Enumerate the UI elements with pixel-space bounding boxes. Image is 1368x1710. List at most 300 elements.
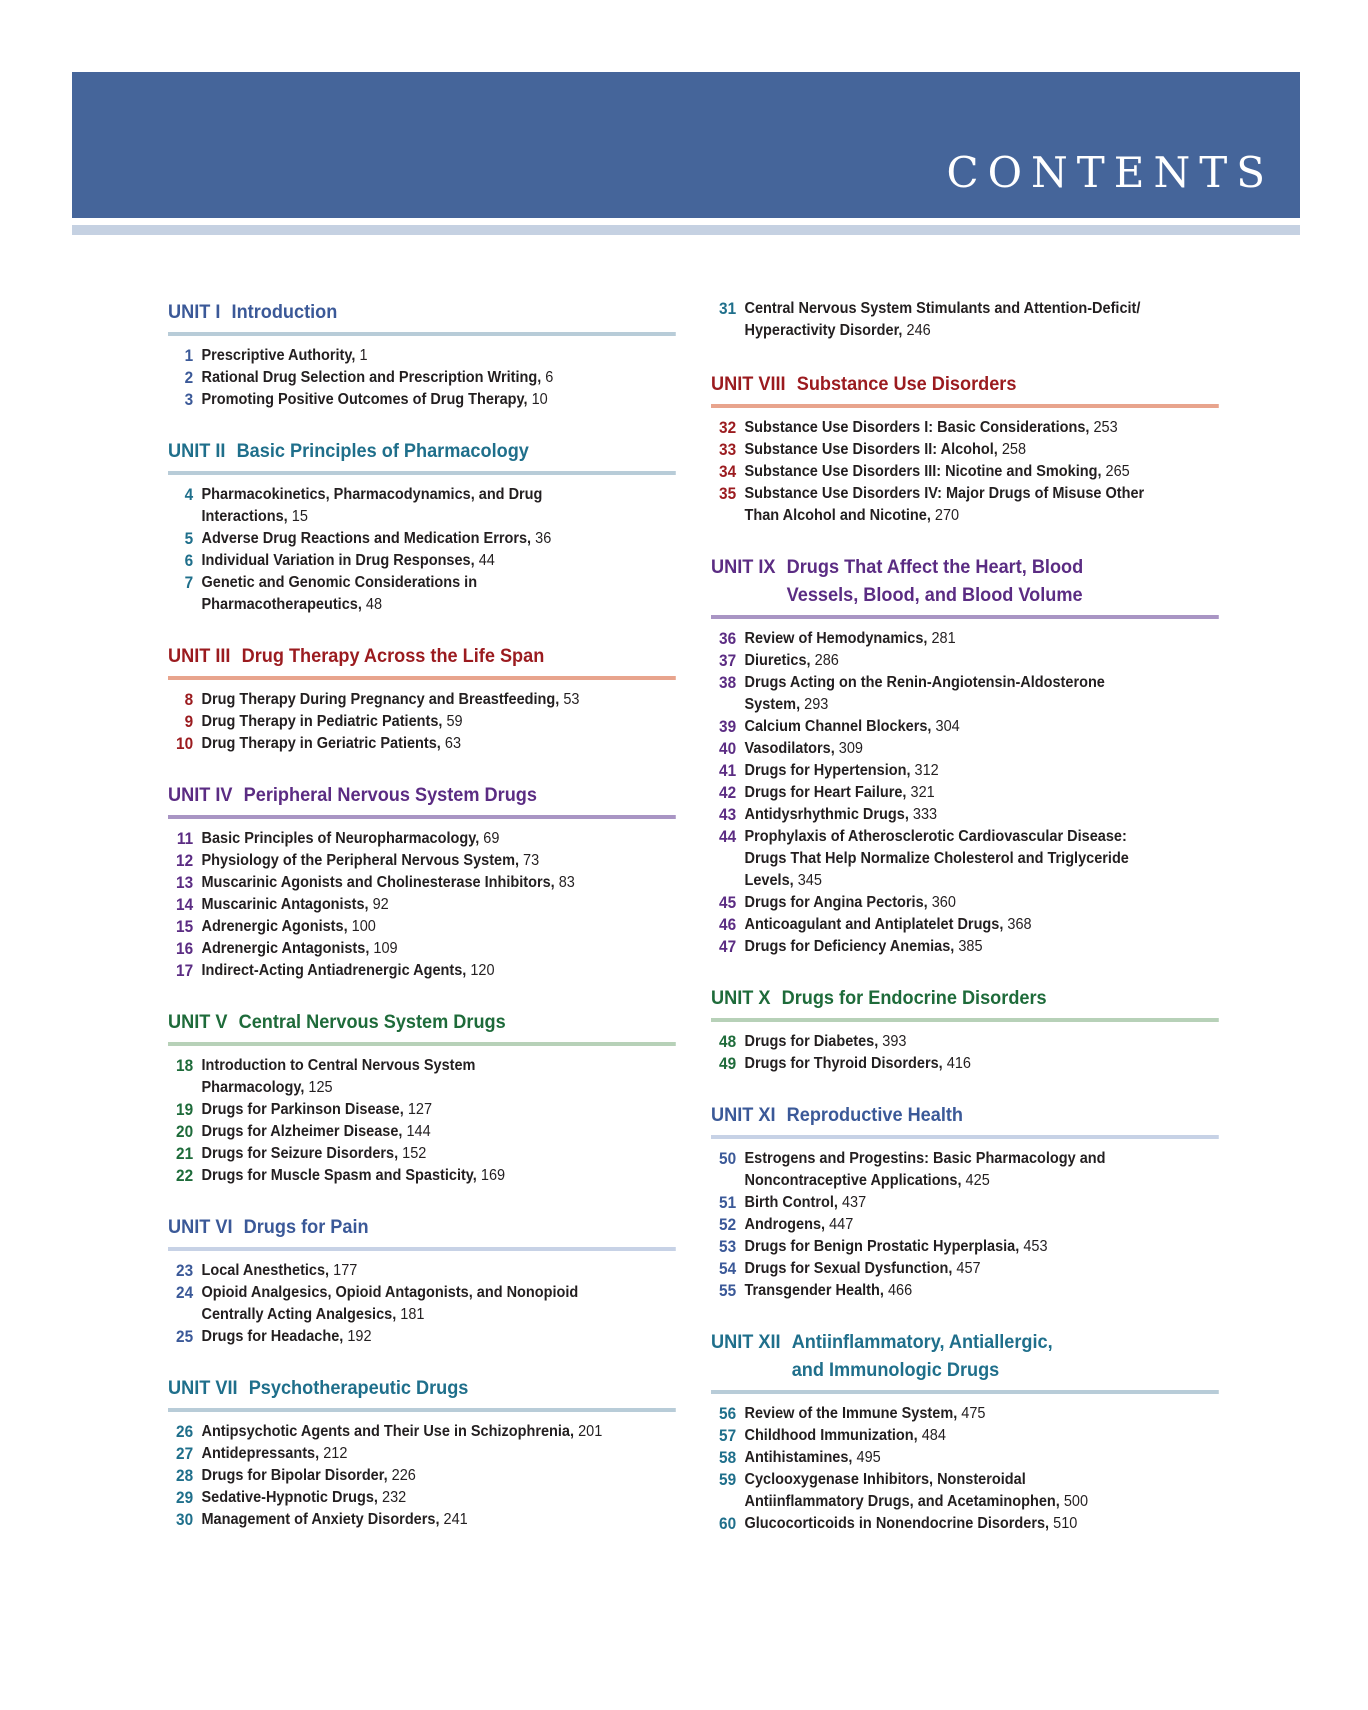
chapter-entry[interactable] [711,1192,1219,1214]
chapter-page: 457 [956,1260,981,1277]
chapter-title: Sedative-Hypnotic Drugs, [201,1489,378,1506]
chapter-title: Indirect-Acting Antiadrenergic Agents, [201,962,467,979]
chapter-number: 12 [176,852,194,870]
chapter-entry[interactable] [711,1053,1219,1075]
chapter-number: 59 [719,1471,737,1489]
chapter-entry[interactable] [168,1443,676,1465]
chapter-number: 15 [176,918,194,936]
chapter-title: Drugs for Muscle Spasm and Spasticity, [201,1167,477,1184]
chapter-text [744,782,1218,804]
chapter-page: 15 [291,508,308,525]
chapter-text [744,461,1218,483]
chapter-entry[interactable] [168,894,676,916]
chapter-entry[interactable] [711,461,1219,483]
unit-name: Central Nervous System Drugs [238,1011,506,1033]
unit-heading [168,642,676,680]
page-title: CONTENTS [946,148,1274,197]
chapter-number: 31 [719,300,737,318]
chapter-entry[interactable] [168,1121,676,1143]
chapter-title: Adverse Drug Reactions and Medication Errors, [201,530,532,547]
chapter-text [744,1425,1218,1447]
toc-column-right [711,298,1219,1561]
chapter-title: Introduction to Central Nervous System Pharmacology, [201,1057,476,1096]
chapter-title: Opioid Analgesics, Opioid Antagonists, and Nonopioid Centrally Acting Analgesics, [201,1284,579,1323]
chapter-page: 83 [558,874,575,891]
chapter-entry[interactable] [711,1403,1219,1425]
chapter-entry[interactable] [711,760,1219,782]
unit-name: Drug Therapy Across the Life Span [241,645,545,667]
chapter-entry[interactable] [168,1421,676,1443]
chapter-text [201,1487,675,1509]
chapter-entry[interactable] [711,1214,1219,1236]
chapter-entry[interactable] [168,1055,676,1099]
chapter-page: 360 [931,894,956,911]
chapter-text [744,1053,1218,1075]
unit-section-unit-viii [711,370,1219,527]
chapter-title: Central Nervous System Stimulants and Attention-Deficit/ Hyperactivity Disorder, [744,300,1141,339]
chapter-entry[interactable] [711,1031,1219,1053]
chapter-page: 253 [1093,419,1118,436]
chapter-entry[interactable] [168,733,676,755]
unit-label: UNIT III [168,645,231,667]
chapter-page: 281 [931,630,956,647]
unit-section-unit-v [168,1008,676,1187]
chapter-page: 63 [444,735,462,752]
chapter-page: 201 [578,1423,603,1440]
chapter-title: Anticoagulant and Antiplatelet Drugs, [744,916,1004,933]
unit-heading [168,298,676,336]
chapter-entry[interactable] [711,1447,1219,1469]
chapter-title: Substance Use Disorders I: Basic Considerations, [744,419,1090,436]
chapter-page: 416 [946,1055,971,1072]
chapter-list [168,1260,676,1348]
unit-heading [168,781,676,819]
chapter-page: 293 [804,696,829,713]
toc-column-left [168,298,676,1557]
chapter-title: Rational Drug Selection and Prescription Writing, [201,369,542,386]
chapter-number: 26 [176,1423,194,1441]
chapter-page: 73 [523,852,540,869]
chapter-text [744,672,1218,716]
chapter-text [744,628,1218,650]
chapter-title: Antidepressants, [201,1445,320,1462]
unit-label: UNIT X [711,987,771,1009]
chapter-entry[interactable] [168,1260,676,1282]
chapter-entry[interactable] [168,1465,676,1487]
chapter-text [201,960,675,982]
chapter-number: 34 [719,463,737,481]
unit-heading [711,984,1219,1022]
chapter-number: 11 [176,830,194,848]
chapter-number: 45 [719,894,737,912]
chapter-entry[interactable] [168,960,676,982]
chapter-page: 286 [814,652,839,669]
chapter-text [201,528,675,550]
chapter-entry[interactable] [711,716,1219,738]
chapter-page: 48 [365,596,383,613]
unit-section-unit-iv [168,781,676,982]
chapter-number: 29 [176,1489,194,1507]
chapter-list [168,484,676,616]
chapter-text [744,1258,1218,1280]
chapter-title: Prophylaxis of Atherosclerotic Cardiovascular Disease: Drugs That Help Normalize Cholesterol and Triglyceride Levels, [744,828,1129,889]
chapter-text [744,1513,1218,1535]
chapter-entry[interactable] [168,916,676,938]
chapter-text [744,1031,1218,1053]
chapter-number: 23 [176,1262,194,1280]
chapter-entry[interactable] [168,484,676,528]
unit-heading [168,1213,676,1251]
chapter-entry[interactable] [711,914,1219,936]
chapter-title: Childhood Immunization, [744,1427,918,1444]
chapter-entry[interactable] [168,850,676,872]
chapter-text [201,1326,675,1348]
chapter-title: Drugs for Seizure Disorders, [201,1145,399,1162]
chapter-title: Drugs for Angina Pectoris, [744,894,928,911]
chapter-number: 2 [184,369,194,387]
chapter-page: 212 [323,1445,348,1462]
chapter-text [201,1443,675,1465]
unit-section-unit-ii [168,437,676,616]
chapter-page: 53 [563,691,580,708]
chapter-title: Drugs for Heart Failure, [744,784,907,801]
chapter-text [201,550,675,572]
chapter-text [744,892,1218,914]
chapter-text [744,914,1218,936]
chapter-entry[interactable] [711,782,1219,804]
chapter-list [168,689,676,755]
chapter-entry[interactable] [711,738,1219,760]
chapter-entry[interactable] [711,1425,1219,1447]
chapter-title: Adrenergic Agonists, [201,918,348,935]
chapter-title: Local Anesthetics, [201,1262,330,1279]
chapter-title: Antidysrhythmic Drugs, [744,806,909,823]
unit-name: Antiinflammatory, Antiallergic, and Immunologic Drugs [791,1331,1053,1381]
unit-heading [711,553,1219,619]
chapter-entry[interactable] [168,828,676,850]
chapter-title: Glucocorticoids in Nonendocrine Disorders, [744,1515,1050,1532]
chapter-number: 39 [719,718,737,736]
chapter-title: Drugs for Thyroid Disorders, [744,1055,943,1072]
chapter-text [201,916,675,938]
chapter-entry[interactable] [711,628,1219,650]
chapter-page: 321 [910,784,935,801]
chapter-page: 169 [480,1167,506,1184]
chapter-title: Calcium Channel Blockers, [744,718,932,735]
chapter-title: Review of the Immune System, [744,1405,958,1422]
chapter-title: Pharmacokinetics, Pharmacodynamics, and Drug Interactions, [201,486,543,525]
chapter-page: 510 [1053,1515,1078,1532]
unit-name: Basic Principles of Pharmacology [236,440,529,462]
chapter-entry[interactable] [168,1165,676,1187]
chapter-number: 16 [176,940,194,958]
chapter-entry[interactable] [711,650,1219,672]
chapter-text [744,439,1218,461]
unit-label: UNIT VIII [711,373,786,395]
chapter-entry[interactable] [711,417,1219,439]
chapter-title: Drugs for Parkinson Disease, [201,1101,404,1118]
chapter-text [744,1192,1218,1214]
chapter-text [201,938,675,960]
chapter-entry[interactable] [711,1148,1219,1192]
chapter-text [201,367,675,389]
chapter-text [201,389,675,411]
chapter-list [168,828,676,982]
unit-section-unit-iii [168,642,676,755]
chapter-title: Diuretics, [744,652,811,669]
chapter-title: Drugs for Diabetes, [744,1033,879,1050]
unit-label: UNIT IV [168,784,233,806]
chapter-number: 9 [184,713,194,731]
chapter-page: 453 [1023,1238,1048,1255]
chapter-number: 50 [719,1150,737,1168]
chapter-number: 58 [719,1449,737,1467]
chapter-number: 28 [176,1467,194,1485]
chapter-entry[interactable] [711,826,1219,892]
unit-name: Psychotherapeutic Drugs [248,1377,469,1399]
chapter-text [744,1148,1218,1192]
chapter-entry[interactable] [711,892,1219,914]
chapter-entry[interactable] [168,1099,676,1121]
chapter-list [711,417,1219,527]
chapter-title: Substance Use Disorders III: Nicotine and Smoking, [744,463,1102,480]
chapter-entry[interactable] [168,1326,676,1348]
unit-section-continued [711,298,1219,342]
chapter-number: 47 [719,938,737,956]
chapter-text [744,760,1218,782]
unit-section-unit-vi [168,1213,676,1348]
chapter-page: 447 [829,1216,854,1233]
chapter-page: 475 [961,1405,986,1422]
chapter-number: 44 [719,828,737,846]
chapter-text [201,828,675,850]
chapter-number: 7 [184,574,194,592]
chapter-entry[interactable] [168,345,676,367]
chapter-title: Adrenergic Antagonists, [201,940,370,957]
unit-label: UNIT XII [711,1331,781,1353]
chapter-number: 36 [719,630,737,648]
chapter-entry[interactable] [711,936,1219,958]
chapter-text [201,1282,675,1326]
chapter-number: 24 [176,1284,194,1302]
chapter-list [168,1055,676,1187]
chapter-number: 6 [184,552,194,570]
chapter-title: Physiology of the Peripheral Nervous System, [201,852,520,869]
chapter-entry[interactable] [168,1143,676,1165]
chapter-title: Drugs for Bipolar Disorder, [201,1467,388,1484]
chapter-number: 22 [176,1167,194,1185]
chapter-text [201,711,675,733]
chapter-number: 56 [719,1405,737,1423]
chapter-title: Antihistamines, [744,1449,853,1466]
chapter-page: 1 [359,347,368,364]
chapter-title: Prescriptive Authority, [201,347,356,364]
chapter-number: 37 [719,652,737,670]
chapter-entry[interactable] [711,1236,1219,1258]
chapter-title: Drugs for Alzheimer Disease, [201,1123,403,1140]
chapter-title: Drugs for Benign Prostatic Hyperplasia, [744,1238,1020,1255]
chapter-entry[interactable] [711,1469,1219,1513]
chapter-title: Muscarinic Antagonists, [201,896,369,913]
unit-heading [711,370,1219,408]
chapter-page: 425 [965,1172,990,1189]
chapter-page: 44 [478,552,495,569]
unit-section-unit-xii [711,1328,1219,1535]
chapter-page: 466 [887,1282,913,1299]
unit-name: Substance Use Disorders [796,373,1017,395]
unit-section-unit-xi [711,1101,1219,1302]
chapter-page: 270 [934,507,960,524]
chapter-entry[interactable] [168,572,676,616]
chapter-entry[interactable] [168,367,676,389]
chapter-title: Basic Principles of Neuropharmacology, [201,830,480,847]
chapter-number: 38 [719,674,737,692]
chapter-number: 3 [184,391,194,409]
chapter-page: 10 [531,391,548,408]
chapter-entry[interactable] [711,298,1219,342]
chapter-text [201,484,675,528]
chapter-page: 312 [914,762,939,779]
chapter-text [744,1214,1218,1236]
chapter-number: 60 [719,1515,737,1533]
chapter-title: Antipsychotic Agents and Their Use in Schizophrenia, [201,1423,575,1440]
chapter-page: 309 [838,740,864,757]
chapter-entry[interactable] [168,711,676,733]
chapter-number: 54 [719,1260,737,1278]
unit-label: UNIT VII [168,1377,238,1399]
chapter-entry[interactable] [711,439,1219,461]
chapter-text [201,1260,675,1282]
chapter-page: 181 [400,1306,425,1323]
chapter-title: Drugs for Headache, [201,1328,344,1345]
chapter-number: 13 [176,874,194,892]
chapter-text [201,1509,675,1531]
chapter-number: 32 [719,419,737,437]
chapter-page: 100 [351,918,376,935]
chapter-title: Individual Variation in Drug Responses, [201,552,475,569]
chapter-entry[interactable] [711,1258,1219,1280]
chapter-entry[interactable] [168,872,676,894]
unit-heading [168,1374,676,1412]
chapter-number: 52 [719,1216,737,1234]
unit-section-unit-i [168,298,676,411]
chapter-text [744,936,1218,958]
chapter-entry[interactable] [711,672,1219,716]
chapter-entry[interactable] [711,804,1219,826]
unit-label: UNIT IX [711,556,776,578]
chapter-text [744,826,1218,892]
chapter-page: 226 [391,1467,416,1484]
chapter-text [201,1143,675,1165]
chapter-entry[interactable] [168,938,676,960]
unit-heading [711,1328,1219,1394]
chapter-number: 25 [176,1328,194,1346]
chapter-number: 8 [184,691,194,709]
chapter-number: 1 [184,347,194,365]
chapter-entry[interactable] [168,1282,676,1326]
chapter-number: 43 [719,806,737,824]
chapter-page: 345 [797,872,822,889]
chapter-text [201,850,675,872]
chapter-page: 59 [446,713,463,730]
unit-section-unit-x [711,984,1219,1075]
chapter-list [168,1421,676,1531]
chapter-title: Genetic and Genomic Considerations in Pharmacotherapeutics, [201,574,478,613]
unit-section-unit-ix [711,553,1219,958]
chapter-text [744,1447,1218,1469]
chapter-page: 127 [407,1101,433,1118]
chapter-entry[interactable] [711,1280,1219,1302]
chapter-page: 109 [373,940,398,957]
chapter-text [201,1055,675,1099]
chapter-entry[interactable] [711,483,1219,527]
chapter-title: Management of Anxiety Disorders, [201,1511,440,1528]
chapter-page: 232 [382,1489,407,1506]
chapter-entry[interactable] [168,389,676,411]
chapter-number: 57 [719,1427,737,1445]
chapter-page: 144 [406,1123,431,1140]
chapter-title: Drug Therapy in Pediatric Patients, [201,713,443,730]
chapter-entry[interactable] [711,1513,1219,1535]
chapter-entry[interactable] [168,1509,676,1531]
chapter-title: Birth Control, [744,1194,838,1211]
chapter-title: Drugs for Sexual Dysfunction, [744,1260,953,1277]
chapter-number: 53 [719,1238,737,1256]
chapter-title: Transgender Health, [744,1282,884,1299]
chapter-text [744,650,1218,672]
chapter-title: Drugs for Hypertension, [744,762,911,779]
chapter-title: Estrogens and Progestins: Basic Pharmacology and Noncontraceptive Applications, [744,1150,1106,1189]
chapter-title: Drug Therapy in Geriatric Patients, [201,735,441,752]
chapter-entry[interactable] [168,550,676,572]
chapter-text [744,1403,1218,1425]
chapter-text [744,483,1218,527]
chapter-text [201,894,675,916]
unit-label: UNIT I [168,301,221,323]
chapter-entry[interactable] [168,1487,676,1509]
chapter-list [711,298,1219,342]
chapter-page: 177 [333,1262,358,1279]
chapter-text [744,298,1218,342]
chapter-page: 246 [906,322,931,339]
chapter-page: 333 [912,806,938,823]
chapter-number: 19 [176,1101,194,1119]
chapter-page: 385 [958,938,983,955]
chapter-text [201,1121,675,1143]
chapter-entry[interactable] [168,528,676,550]
chapter-page: 495 [856,1449,881,1466]
chapter-list [168,345,676,411]
chapter-title: Substance Use Disorders IV: Major Drugs of Misuse Other Than Alcohol and Nicotine, [744,485,1145,524]
chapter-text [201,1165,675,1187]
unit-heading [168,1008,676,1046]
unit-name: Drugs for Endocrine Disorders [781,987,1047,1009]
chapter-number: 42 [719,784,737,802]
unit-name: Drugs for Pain [243,1216,369,1238]
chapter-number: 10 [176,735,194,753]
chapter-number: 21 [176,1145,194,1163]
chapter-text [744,716,1218,738]
chapter-number: 46 [719,916,737,934]
unit-label: UNIT XI [711,1104,776,1126]
chapter-title: Drugs Acting on the Renin-Angiotensin-Aldosterone System, [744,674,1105,713]
chapter-page: 258 [1001,441,1027,458]
chapter-number: 14 [176,896,194,914]
chapter-list [711,628,1219,958]
chapter-entry[interactable] [168,689,676,711]
chapter-page: 152 [402,1145,427,1162]
chapter-title: Cyclooxygenase Inhibitors, Nonsteroidal Antiinflammatory Drugs, and Acetaminophen, [744,1471,1060,1510]
